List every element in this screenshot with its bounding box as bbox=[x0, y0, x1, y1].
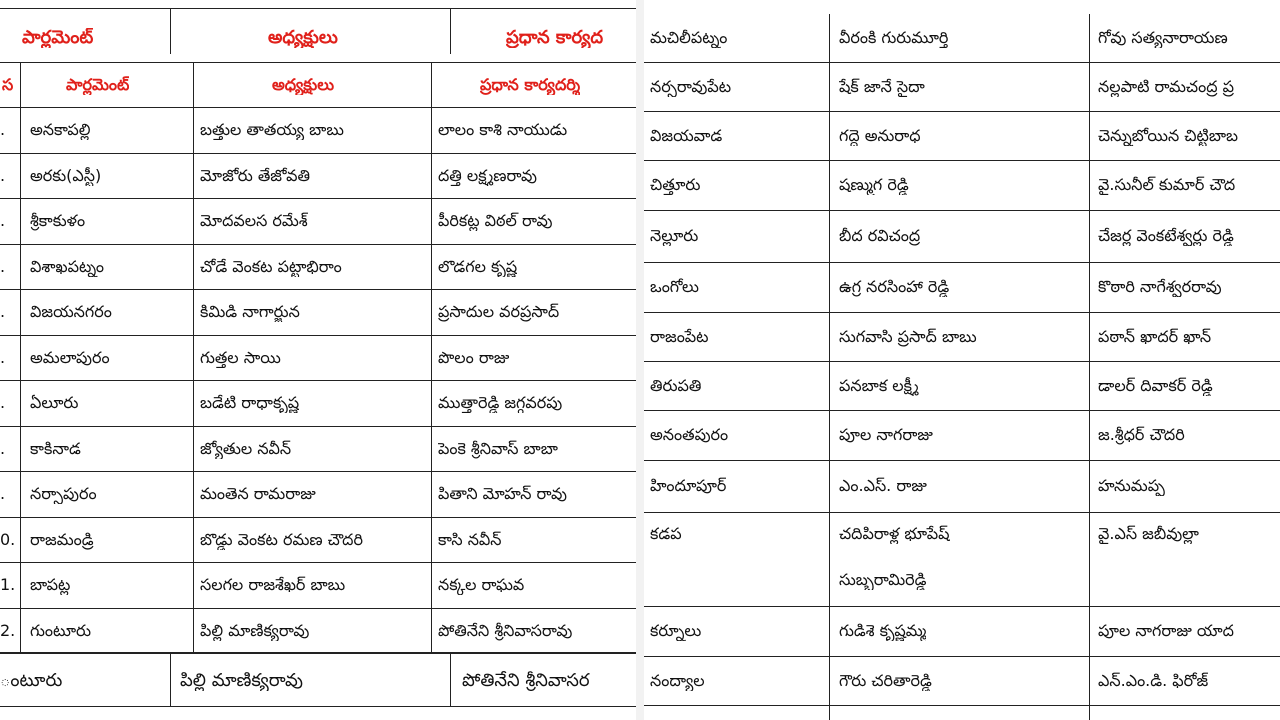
row-secretary: జ.శ్రీధర్ చౌదరి bbox=[1098, 425, 1185, 444]
row-president: గద్దె అనురాధ bbox=[839, 126, 921, 145]
row-secretary: లొడగల కృష్ణ bbox=[438, 256, 518, 276]
row-divider bbox=[0, 244, 636, 245]
row-president: చదిపిరాళ్ల భూపేష్ bbox=[839, 524, 950, 543]
row-divider bbox=[0, 198, 636, 199]
row-divider bbox=[644, 361, 1280, 362]
row-parliament: విజయవాడ bbox=[650, 126, 723, 145]
row-number: 2. bbox=[0, 620, 16, 640]
row-parliament: నెల్లూరు bbox=[650, 226, 699, 245]
top-header-parliament: పార్లమెంట్ bbox=[22, 28, 94, 48]
row-secretary: వై.సునీల్ కుమార్ చౌద bbox=[1098, 175, 1236, 194]
row-president: ఉగ్ర నరసింహా రెడ్డి bbox=[839, 277, 950, 296]
row-parliament: హిందూపూర్ bbox=[650, 476, 727, 495]
row-parliament: మచిలీపట్నం bbox=[650, 28, 728, 47]
row-secretary: కాసి నవీన్ bbox=[438, 529, 502, 549]
row-secretary: పెంకె శ్రీనివాస్ బాబా bbox=[438, 438, 558, 458]
row-secretary: డాలర్ దివాకర్ రెడ్డి bbox=[1098, 376, 1213, 395]
row-president: చోడే వెంకట పట్టాభిరాం bbox=[200, 256, 342, 276]
row-parliament: శ్రీకాకుళం bbox=[30, 211, 86, 230]
row-divider bbox=[644, 512, 1280, 513]
row-president: మంతెన రామరాజు bbox=[200, 484, 316, 503]
row-president: సలగల రాజశేఖర్ బాబు bbox=[200, 575, 346, 594]
row-parliament: రాజంపేట bbox=[650, 327, 709, 346]
row-secretary: పీరికట్ల విఠల్ రావు bbox=[438, 211, 553, 230]
row-divider bbox=[644, 210, 1280, 211]
row-number: . bbox=[0, 484, 6, 503]
row-secretary: పోతినేని శ్రీనివాసరావు bbox=[438, 620, 573, 640]
row-president: షేక్ జానే సైదా bbox=[839, 77, 925, 96]
row-divider bbox=[0, 471, 636, 472]
row-president: వీరంకి గురుమూర్తి bbox=[839, 28, 949, 47]
top-header-president: అధ్యక్షులు bbox=[268, 28, 338, 48]
row-secretary: చెన్నుబోయిన చిట్టిబాబ bbox=[1098, 126, 1239, 145]
row-parliament: నర్సాపురం bbox=[30, 484, 97, 503]
bottom-secretary: పోతినేని శ్రీనివాసర bbox=[462, 671, 590, 691]
row-president: మోదవలస రమేశ్ bbox=[200, 211, 308, 230]
row-parliament: రాజమండ్రి bbox=[30, 529, 94, 549]
row-secretary: నల్లపాటి రామచంద్ర ప్ర bbox=[1098, 77, 1234, 96]
row-parliament: కడప bbox=[650, 524, 682, 543]
row-divider bbox=[0, 380, 636, 381]
row-parliament: కాకినాడ bbox=[30, 438, 81, 458]
row-parliament: తిరుపతి bbox=[650, 376, 702, 395]
row-parliament: గుంటూరు bbox=[30, 620, 92, 640]
row-secretary: కొఠారి నాగేశ్వరరావు bbox=[1098, 277, 1222, 296]
row-president: షణ్ముగ రెడ్డి bbox=[839, 175, 909, 194]
row-number: 0. bbox=[0, 529, 16, 549]
left-table-panel bbox=[0, 0, 636, 720]
row-divider bbox=[0, 517, 636, 518]
row-parliament: ఏలూరు bbox=[30, 393, 79, 412]
row-divider bbox=[644, 606, 1280, 607]
row-secretary: లాలం కాశి నాయుడు bbox=[438, 120, 568, 139]
row-secretary: వై.ఎస్ జబీవుల్లా bbox=[1098, 524, 1199, 543]
row-president: బడేటి రాధాకృష్ణ bbox=[200, 393, 300, 412]
row-divider bbox=[644, 111, 1280, 112]
row-parliament: అమలాపురం bbox=[30, 347, 110, 367]
row-secretary: గోవు సత్యనారాయణ bbox=[1098, 28, 1228, 47]
row-parliament: బాపట్ల bbox=[30, 575, 71, 594]
row-divider bbox=[0, 289, 636, 290]
row-number: . bbox=[0, 211, 6, 230]
row-president: గుత్తల సాయి bbox=[200, 347, 281, 367]
row-parliament: కర్నూలు bbox=[650, 621, 702, 640]
row-secretary: ముత్తారెడ్డి జగ్గవరపు bbox=[438, 393, 563, 412]
row-number: . bbox=[0, 393, 6, 412]
col-header-sno: స bbox=[2, 75, 14, 94]
row-divider bbox=[644, 460, 1280, 461]
row-divider bbox=[0, 562, 636, 563]
row-secretary: చేజర్ల వెంకటేశ్వర్లు రెడ్డి bbox=[1098, 226, 1234, 245]
bottom-parliament: ంటూరు bbox=[0, 671, 63, 691]
row-secretary: దత్తి లక్ష్మణరావు bbox=[438, 165, 537, 185]
row-president: మోజోరు తేజోవతి bbox=[200, 165, 311, 185]
row-secretary: పొలం రాజు bbox=[438, 347, 510, 367]
row-president: పిల్లి మాణిక్యరావు bbox=[200, 620, 310, 640]
row-secretary: ఎన్.ఎం.డి. ఫిరోజ్ bbox=[1098, 671, 1209, 690]
row-president: కిమిడి నాగార్జున bbox=[200, 302, 300, 321]
row-president: బీద రవిచంద్ర bbox=[839, 226, 921, 245]
row-divider bbox=[644, 62, 1280, 63]
row-president: బత్తుల తాతయ్య బాబు bbox=[200, 120, 344, 139]
row-parliament: ఒంగోలు bbox=[650, 277, 699, 296]
row-divider bbox=[0, 153, 636, 154]
col-header-parliament: పార్లమెంట్ bbox=[66, 75, 130, 94]
row-president: జ్యోతుల నవీన్ bbox=[200, 438, 292, 458]
row-parliament: విజయనగరం bbox=[30, 302, 112, 321]
row-president: గుడిశె కృష్ణమ్మ bbox=[839, 621, 927, 640]
row-divider bbox=[0, 426, 636, 427]
row-divider bbox=[0, 335, 636, 336]
row-number: . bbox=[0, 438, 6, 458]
row-president-line2: సుబ్బరామిరెడ్డి bbox=[839, 570, 927, 589]
row-number: . bbox=[0, 302, 6, 321]
row-parliament: అనంతపురం bbox=[650, 425, 729, 444]
row-divider bbox=[644, 705, 1280, 706]
row-secretary: నక్కల రాఘవ bbox=[438, 575, 525, 594]
row-secretary: పితాని మోహన్ రావు bbox=[438, 484, 567, 503]
row-parliament: నంద్యాల bbox=[650, 671, 705, 690]
row-parliament: చిత్తూరు bbox=[650, 175, 701, 194]
row-divider bbox=[644, 410, 1280, 411]
row-president: గౌరు చరితారెడ్డి bbox=[839, 671, 932, 690]
row-secretary: పఠాన్ ఖాదర్ ఖాన్ bbox=[1098, 327, 1212, 346]
row-president: పనబాక లక్ష్మీ bbox=[839, 376, 919, 395]
row-divider bbox=[644, 312, 1280, 313]
row-parliament: నర్సరావుపేట bbox=[650, 77, 732, 96]
row-secretary: హనుమప్ప bbox=[1098, 476, 1165, 495]
row-secretary: ప్రసాదుల వరప్రసాద్ bbox=[438, 302, 560, 321]
panel-divider bbox=[636, 0, 644, 720]
row-divider bbox=[0, 608, 636, 609]
row-number: . bbox=[0, 120, 6, 139]
row-parliament: అరకు(ఎస్టీ) bbox=[30, 165, 102, 185]
row-number: . bbox=[0, 347, 6, 367]
row-divider bbox=[644, 160, 1280, 161]
row-secretary: పూల నాగరాజు యాద bbox=[1098, 621, 1234, 640]
row-number: . bbox=[0, 165, 6, 185]
top-header-secretary: ప్రధాన కార్యద bbox=[506, 28, 604, 48]
row-president: పూల నాగరాజు bbox=[839, 425, 933, 444]
row-president: బొడ్డు వెంకట రమణ చౌదరి bbox=[200, 529, 363, 549]
col-header-president: అధ్యక్షులు bbox=[272, 75, 335, 94]
row-parliament: అనకాపల్లి bbox=[30, 120, 91, 139]
right-table-panel bbox=[644, 0, 1280, 720]
row-divider bbox=[644, 656, 1280, 657]
row-number: . bbox=[0, 256, 6, 276]
row-president: ఎం.ఎస్. రాజు bbox=[839, 476, 927, 495]
col-header-secretary: ప్రధాన కార్యదర్శి bbox=[480, 75, 581, 94]
row-divider bbox=[0, 653, 636, 654]
row-divider bbox=[644, 262, 1280, 263]
row-number: 1. bbox=[0, 575, 16, 594]
bottom-president: పిల్లి మాణిక్యరావు bbox=[180, 671, 304, 691]
row-parliament: విశాఖపట్నం bbox=[30, 256, 105, 276]
row-president: సుగవాసి ప్రసాద్ బాబు bbox=[839, 327, 977, 346]
